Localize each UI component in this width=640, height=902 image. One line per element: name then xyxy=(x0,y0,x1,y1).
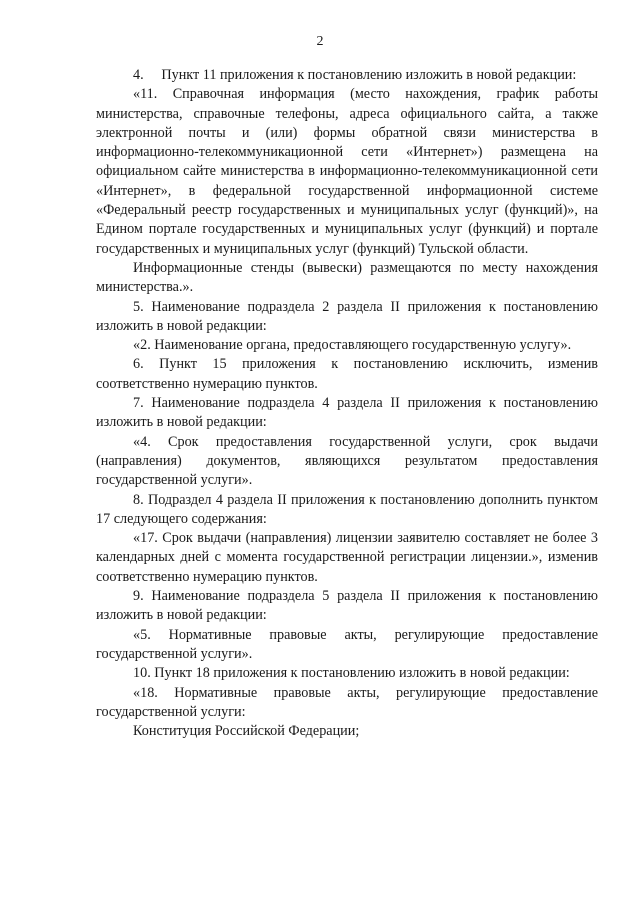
paragraph-quote-2: «2. Наименование органа, предоставляющего государственную услугу». xyxy=(133,337,572,354)
paragraph-constitution: Конституция Российской Федерации; xyxy=(133,723,360,740)
paragraph-quote-4: «4. Срок предоставления государственной услуги, срок выдачи (направления) документов, являющихся результатом предоставления государственной услуги». xyxy=(96,433,598,489)
page-number: 2 xyxy=(316,34,324,49)
paragraph-quote-17: «17. Срок выдачи (направления) лицензии заявителю составляет не более 3 календарных дней с момента государственной регистрации лицензии.», изменив соответственно нумерацию пунктов. xyxy=(96,530,598,585)
paragraph-quote-11: «11. Справочная информация (место нахождения, график работы министерства, справочные телефоны, адреса официального сайта, а также электронной почты и (или) формы обратной связи министерства в информационно-телекоммуникационной сети «Интернет») размещена на официальном сайте министерства в информационно-телекоммуникационной сети «Интернет», в федеральной государственной информационной системе «Федеральный реестр государственных и муниципальных услуг (функций)», на Едином портале государственных и муниципальных услуг (функций) и портале государственных и муниципальных услуг (функций) Тульской области. xyxy=(96,86,598,257)
paragraph-item-8: 8. Подраздел 4 раздела II приложения к постановлению дополнить пунктом 17 следующего содержания: xyxy=(96,491,598,527)
paragraph-info-stands: Информационные стенды (вывески) размещаются по месту нахождения министерства.». xyxy=(96,259,598,296)
paragraph-item-9: 9. Наименование подраздела 5 раздела II приложения к постановлению изложить в новой редакции: xyxy=(96,588,598,624)
paragraph-item-4: 4. Пункт 11 приложения к постановлению изложить в новой редакции: xyxy=(133,67,577,83)
document-body xyxy=(96,66,598,741)
paragraph-item-6: 6. Пункт 15 приложения к постановлению исключить, изменив соответственно нумерацию пунктов. xyxy=(96,356,598,392)
paragraph-item-10: 10. Пункт 18 приложения к постановлению изложить в новой редакции: xyxy=(133,665,570,682)
paragraph-quote-5: «5. Нормативные правовые акты, регулирующие предоставление государственной услуги». xyxy=(96,626,598,662)
paragraph-item-5: 5. Наименование подраздела 2 раздела II приложения к постановлению изложить в новой редакции: xyxy=(96,298,598,334)
paragraph-quote-18: «18. Нормативные правовые акты, регулирующие предоставление государственной услуги: xyxy=(96,684,598,720)
paragraph-item-7: 7. Наименование подраздела 4 раздела II приложения к постановлению изложить в новой редакции: xyxy=(96,395,598,431)
